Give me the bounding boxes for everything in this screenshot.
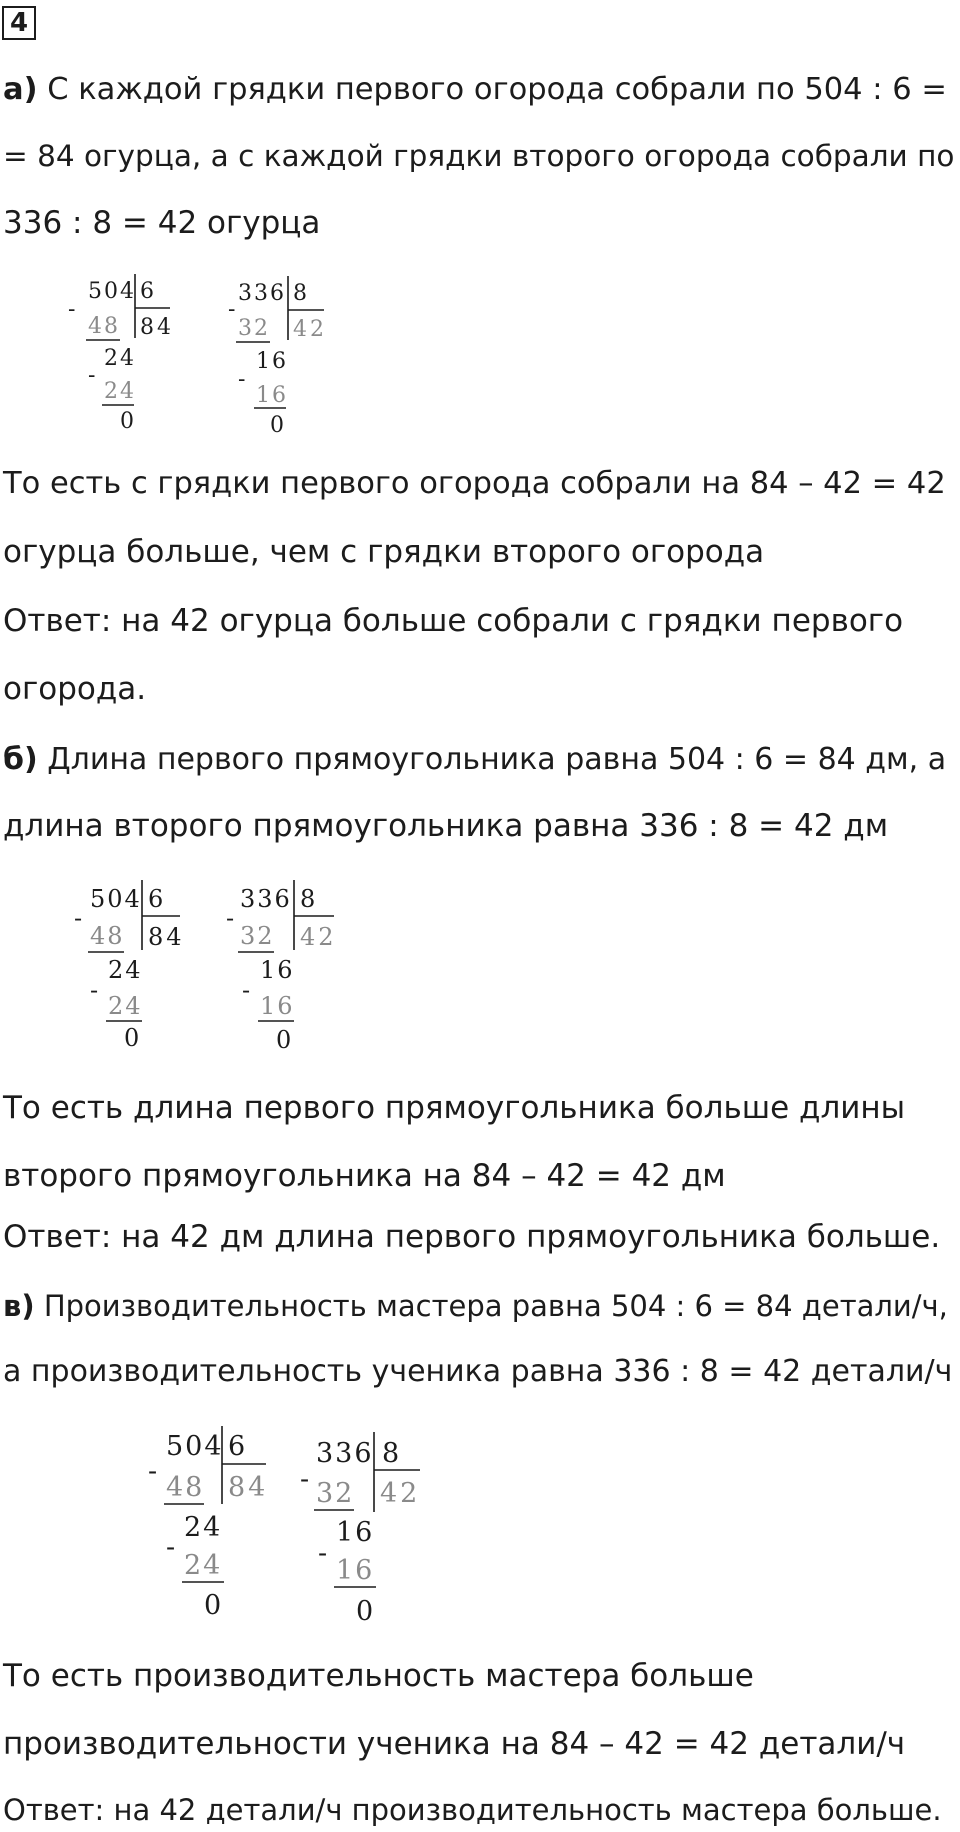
remainder-1: 16 <box>336 1517 375 1548</box>
quotient: 42 <box>380 1478 421 1509</box>
remainder-1: 16 <box>260 956 295 984</box>
divisor: 6 <box>148 885 164 913</box>
quotient: 84 <box>148 923 185 951</box>
division-336-by-8 <box>226 880 337 1054</box>
subtrahend-2: 24 <box>104 379 136 404</box>
part-b-text-1: Длина первого прямоугольника равна 504 : 6 = 84 дм, а <box>37 742 947 777</box>
remainder-final: 0 <box>204 1590 222 1621</box>
dividend: 336 <box>240 885 292 913</box>
minus-sign: - <box>148 1456 158 1487</box>
part-a-text-1: С каждой грядки первого огорода собрали по 504 : 6 = <box>37 72 947 107</box>
remainder-final: 0 <box>356 1596 374 1627</box>
quotient: 42 <box>293 317 327 342</box>
part-c-answer: Ответ: на 42 детали/ч производительность мастера больше. <box>3 1793 942 1827</box>
part-c-text-1: Производительность мастера равна 504 : 6 = 84 детали/ч, <box>34 1289 948 1323</box>
divisor: 8 <box>293 281 307 306</box>
divisor: 8 <box>300 885 316 913</box>
subtrahend-1: 48 <box>90 922 125 950</box>
minus-sign-2: - <box>242 976 251 1004</box>
task-number: 4 <box>2 6 36 40</box>
minus-sign-2: - <box>88 363 96 388</box>
remainder-1: 24 <box>108 956 143 984</box>
part-c-line-3: То есть производительность мастера больше <box>3 1658 754 1694</box>
quotient: 84 <box>140 315 174 340</box>
divisor: 6 <box>228 1431 246 1462</box>
part-a-line-1 <box>3 70 947 110</box>
subtrahend-2: 16 <box>256 383 288 408</box>
long-division-b <box>0 874 400 1064</box>
long-division-a <box>0 268 400 438</box>
subtrahend-2: 16 <box>336 1555 375 1586</box>
minus-sign: - <box>228 297 236 322</box>
part-a-line-3: 336 : 8 = 42 огурца <box>3 205 321 241</box>
quotient: 84 <box>228 1472 269 1503</box>
divisor: 6 <box>140 279 154 304</box>
division-504-by-6 <box>74 880 185 1052</box>
part-a-line-4: То есть с грядки первого огорода собрали на 84 – 42 = 42 <box>3 466 946 501</box>
part-a-line-5: огурца больше, чем с грядки второго огорода <box>3 534 765 570</box>
remainder-final: 0 <box>270 413 284 438</box>
dividend: 336 <box>316 1438 374 1469</box>
quotient: 42 <box>300 923 337 951</box>
dividend: 504 <box>90 885 142 913</box>
subtrahend-2: 16 <box>260 992 295 1020</box>
minus-sign-2: - <box>238 367 246 392</box>
minus-sign-2: - <box>166 1532 176 1563</box>
remainder-1: 24 <box>184 1512 223 1543</box>
division-336-by-8 <box>228 276 327 438</box>
part-a-answer-end: огорода. <box>3 671 147 707</box>
remainder-final: 0 <box>276 1026 292 1054</box>
minus-sign-2: - <box>318 1538 328 1569</box>
subtrahend-1: 32 <box>240 922 275 950</box>
long-division-c <box>0 1422 500 1632</box>
subtrahend-1: 32 <box>238 316 270 341</box>
part-a-answer: Ответ: на 42 огурца больше собрали с грядки первого <box>3 603 904 639</box>
remainder-1: 16 <box>256 349 288 374</box>
part-a-line-2: = 84 огурца, а с каждой грядки второго огорода собрали по <box>3 139 955 173</box>
part-b-line-3: То есть длина первого прямоугольника больше длины <box>3 1090 906 1126</box>
part-c-line-4: производительности ученика на 84 – 42 = 42 детали/ч <box>3 1726 906 1762</box>
minus-sign: - <box>68 297 76 322</box>
remainder-1: 24 <box>104 346 136 371</box>
minus-sign-2: - <box>90 976 99 1004</box>
part-a-label: а) <box>3 72 38 107</box>
remainder-final: 0 <box>124 1024 140 1052</box>
part-b-label: б) <box>3 742 38 777</box>
minus-sign: - <box>226 904 235 932</box>
part-c-line-1 <box>3 1286 948 1326</box>
part-b-line-1 <box>3 740 946 780</box>
division-336-by-8 <box>300 1432 420 1627</box>
dividend: 336 <box>238 281 286 306</box>
remainder-final: 0 <box>120 409 134 434</box>
subtrahend-1: 48 <box>88 314 120 339</box>
minus-sign: - <box>74 904 83 932</box>
subtrahend-2: 24 <box>108 992 143 1020</box>
part-b-line-2: длина второго прямоугольника равна 336 : 8 = 42 дм <box>3 808 889 844</box>
subtrahend-2: 24 <box>184 1550 223 1581</box>
divisor: 8 <box>382 1438 400 1469</box>
dividend: 504 <box>166 1431 224 1462</box>
dividend: 504 <box>88 279 136 304</box>
division-504-by-6 <box>148 1426 268 1621</box>
part-b-line-4: второго прямоугольника на 84 – 42 = 42 дм <box>3 1158 726 1194</box>
subtrahend-1: 48 <box>166 1472 205 1503</box>
part-c-label: в) <box>3 1289 35 1323</box>
part-b-answer: Ответ: на 42 дм длина первого прямоугольника больше. <box>3 1219 941 1255</box>
subtrahend-1: 32 <box>316 1478 355 1509</box>
minus-sign: - <box>300 1464 310 1495</box>
division-504-by-6 <box>68 274 174 434</box>
part-c-line-2: а производительность ученика равна 336 : 8 = 42 детали/ч <box>3 1354 953 1389</box>
